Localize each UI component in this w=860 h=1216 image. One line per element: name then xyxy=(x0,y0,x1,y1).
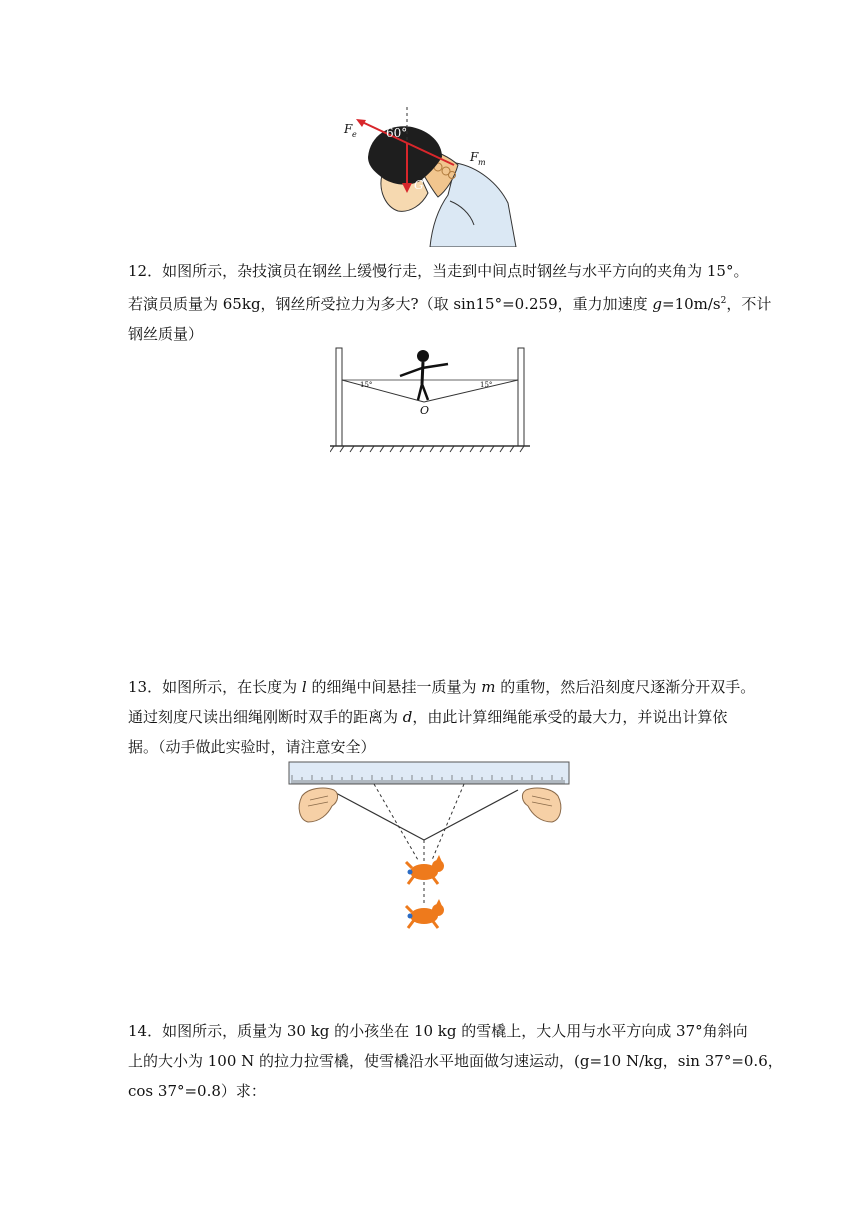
fe-subscript: e xyxy=(352,130,357,139)
q13-line-3: 据。（动手做此实验时，请注意安全） xyxy=(128,738,376,756)
question-12 xyxy=(128,256,772,349)
q14-line-3: cos 37°=0.8）求： xyxy=(128,1082,266,1100)
fe-label: F xyxy=(344,122,353,136)
ruler-string-figure xyxy=(288,760,572,938)
q13-line-2 xyxy=(128,702,738,732)
q13-line-2-text-a: 通过刻度尺读出细绳刚断时双手的距离为 xyxy=(128,708,403,726)
q12-symbol-g: g xyxy=(652,295,662,313)
q13-line-1-text-a: 13．如图所示，在长度为 xyxy=(128,678,302,696)
neck-force-figure xyxy=(338,105,520,247)
right-angle-label: 15° xyxy=(480,381,493,389)
q14-line-1: 14．如图所示，质量为 30 kg 的小孩坐在 10 kg 的雪橇上，大人用与水平方向成 37°角斜向 xyxy=(128,1022,748,1040)
q12-superscript: 2 xyxy=(720,296,727,306)
q13-line-2-text-b: ，由此计算细绳能承受的最大力，并说出计算依 xyxy=(412,708,728,726)
q12-line-1: 12．如图所示，杂技演员在钢丝上缓慢行走，当走到中间点时钢丝与水平方向的夹角为 15°。 xyxy=(128,262,749,280)
angle-60-label: 60° xyxy=(386,126,408,140)
fm-subscript: m xyxy=(478,158,486,167)
q13-line-1 xyxy=(128,672,756,702)
question-14 xyxy=(128,1016,783,1106)
q12-line-3: 钢丝质量） xyxy=(128,325,204,343)
q13-line-1-text-b: 的细绳中间悬挂一质量为 xyxy=(306,678,482,696)
q14-line-2: 上的大小为 100 N 的拉力拉雪橇，使雪橇沿水平地面做匀速运动，(g=10 N/kg，sin 37°=0.6， xyxy=(128,1052,783,1070)
gravity-label: G xyxy=(414,178,424,192)
q12-line-2-text-c: ，不计 xyxy=(726,295,772,313)
q12-line-2-text-b: =10m/s xyxy=(662,295,721,313)
question-13 xyxy=(128,672,756,762)
tightrope-figure xyxy=(330,346,530,454)
q12-line-2-text-a: 若演员质量为 65kg，钢丝所受拉力为多大?（取 sin15°=0.259，重力加速度 xyxy=(128,295,653,313)
q13-symbol-l: l xyxy=(301,678,307,696)
q13-symbol-d: d xyxy=(402,708,413,726)
q13-line-1-text-c: 的重物，然后沿刻度尺逐渐分开双手。 xyxy=(495,678,756,696)
q13-symbol-m: m xyxy=(481,678,496,696)
point-o-label: O xyxy=(420,404,430,417)
q12-line-2 xyxy=(128,286,772,319)
fm-label: F xyxy=(470,150,479,164)
left-angle-label: 15° xyxy=(360,381,373,389)
